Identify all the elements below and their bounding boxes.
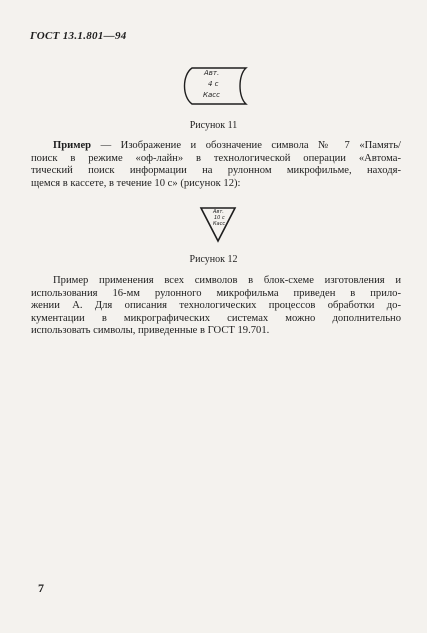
example-2-line-1: Пример применения всех символов в блок-схеме изготовления и <box>53 275 401 286</box>
example-2-line-2: использования 16-мм рулонного микрофильма приведен в прило- <box>31 287 401 299</box>
example-1-line-2: поиск в режиме «оф-лайн» в технологической операции «Автома- <box>31 152 401 164</box>
example-paragraph-1 <box>31 140 401 190</box>
figure-11-caption: Рисунок 11 <box>189 120 238 131</box>
example-paragraph-2 <box>31 275 401 338</box>
example-2-line-5: использовать символы, приведенные в ГОСТ 19.701. <box>31 325 270 337</box>
figure-11-symbol <box>180 65 250 107</box>
figure-12-line-1: Авт. <box>213 209 224 215</box>
example-1-line-3: тический поиск информации на рулонном микрофильме, находя- <box>31 165 401 177</box>
page-number: 7 <box>38 581 44 595</box>
example-lead: Пример <box>53 140 92 151</box>
figure-12-caption: Рисунок 12 <box>189 254 238 265</box>
figure-11-line-3: Касс <box>203 91 220 99</box>
example-2-line-3: жении А. Для описания технологических процессов обработки до- <box>31 300 401 312</box>
figure-12-symbol <box>198 206 238 244</box>
figure-11-line-2: 4 с <box>208 80 219 88</box>
example-1-line-4: щемся в кассете, в течение 10 с» (рисунок 12): <box>31 177 241 189</box>
figure-11-line-1: Авт. <box>204 69 220 77</box>
figure-12-line-2: 10 с <box>214 215 225 221</box>
example-1-line-1: — Изображение и обозначение символа № 7 «Память/ <box>100 140 401 151</box>
document-header: ГОСТ 13.1.801—94 <box>30 30 127 42</box>
example-2-line-4: кументации в микрографических системах можно дополнительно <box>31 312 401 324</box>
figure-12-line-3: Касс <box>213 221 226 227</box>
